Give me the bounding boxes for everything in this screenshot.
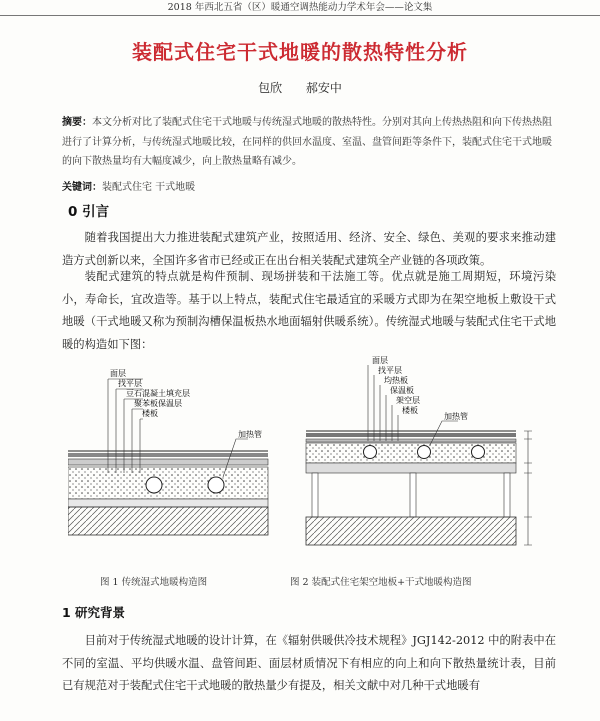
section-heading-intro: 0 引言 — [68, 204, 110, 220]
background-paragraph-1: 目前对于传统湿式地暖的设计计算，在《辐射供暖供冷技术规程》JGJ142-2012 中的附表中在不同的室温、平均供暖水温、盘管间距、面层材质情况下有相应的向上和向下散热量统计表，目前已有规范对于装配式住宅干式地暖的散热量少有提及，相关文献中对几种干式地暖有 — [62, 634, 556, 692]
author-2: 郝安中 — [305, 81, 342, 95]
fig1-heating-pipe-2 — [208, 477, 224, 493]
abstract-text: 本文分析对比了装配式住宅干式地暖与传统湿式地暖的散热特性。分别对其向上传热热阻和向下传热热阻进行了计算分析，与传统湿式地暖比较，在同样的供回水温度、室温、盘管间距等条件下，装配式住宅干式地暖的向下散热量均有大幅度减少，向上散热量略有减少。 — [62, 117, 552, 167]
fig2-heating-pipe-3 — [472, 446, 485, 459]
authors — [0, 79, 600, 96]
fig2-heating-pipe-1 — [364, 446, 377, 459]
abstract — [62, 113, 556, 172]
intro-paragraph-1: 随着我国提出大力推进装配式建筑产业，按照适用、经济、安全、绿色、美观的要求来推动建造方式创新以来，全国许多省市已经或正在出台相关装配式建筑全产业链的各项政策。 — [62, 231, 556, 267]
fig1-pipe-label: 加热管 — [238, 430, 262, 439]
keywords — [62, 178, 195, 193]
fig1-layer-label-5: 楼板 — [142, 409, 158, 418]
intro-paragraph-2: 装配式建筑的特点就是构件预制、现场拼装和干法施工等。优点就是施工周期短，环境污染小，寿命长，宜改造等。基于以上特点，装配式住宅最适宜的采暖方式即为在架空地板上敷设干式地暖（干式地暖又称为预制沟槽保温板热水地面辐射供暖系统）。传统湿式地暖与装配式住宅干式地暖的构造如下图： — [62, 270, 556, 351]
fig2-layer-label-3: 均热板 — [384, 376, 408, 385]
figure-1-diagram — [68, 369, 268, 535]
figure-1-caption: 图 1 传统湿式地暖构造图 — [100, 577, 208, 588]
fig1-layer-label-4: 聚苯板保温层 — [134, 399, 182, 408]
fig2-layer-label-2: 找平层 — [378, 366, 402, 375]
section-heading-background: 1 研究背景 — [62, 605, 126, 620]
keywords-text: 装配式住宅 干式地暖 — [102, 182, 196, 193]
abstract-label: 摘要： — [62, 117, 92, 128]
figure-2-caption: 图 2 装配式住宅架空地板+干式地暖构造图 — [290, 577, 472, 588]
keywords-label: 关键词： — [62, 182, 102, 193]
fig2-pipe-label: 加热管 — [444, 412, 468, 421]
fig2-layer-label-5: 架空层 — [396, 396, 420, 405]
author-1: 包欣 — [258, 81, 283, 95]
fig1-heating-pipe-1 — [146, 477, 162, 493]
fig2-layer-label-6: 楼板 — [402, 406, 418, 415]
fig2-heating-pipe-2 — [418, 446, 431, 459]
fig1-layer-label-3: 豆石混凝土填充层 — [126, 389, 190, 398]
figure-2-diagram — [306, 356, 532, 545]
fig2-layer-label-4: 保温板 — [390, 386, 414, 395]
paper-title: 装配式住宅干式地暖的散热特性分析 — [132, 40, 468, 64]
fig1-layer-label-1: 面层 — [110, 369, 126, 378]
fig1-layer-label-2: 找平层 — [118, 379, 142, 388]
running-header: 2018 年西北五省（区）暖通空调热能动力学术年会——论文集 — [0, 0, 600, 16]
fig2-layer-label-1: 面层 — [372, 356, 388, 365]
construction-figures — [68, 353, 560, 567]
